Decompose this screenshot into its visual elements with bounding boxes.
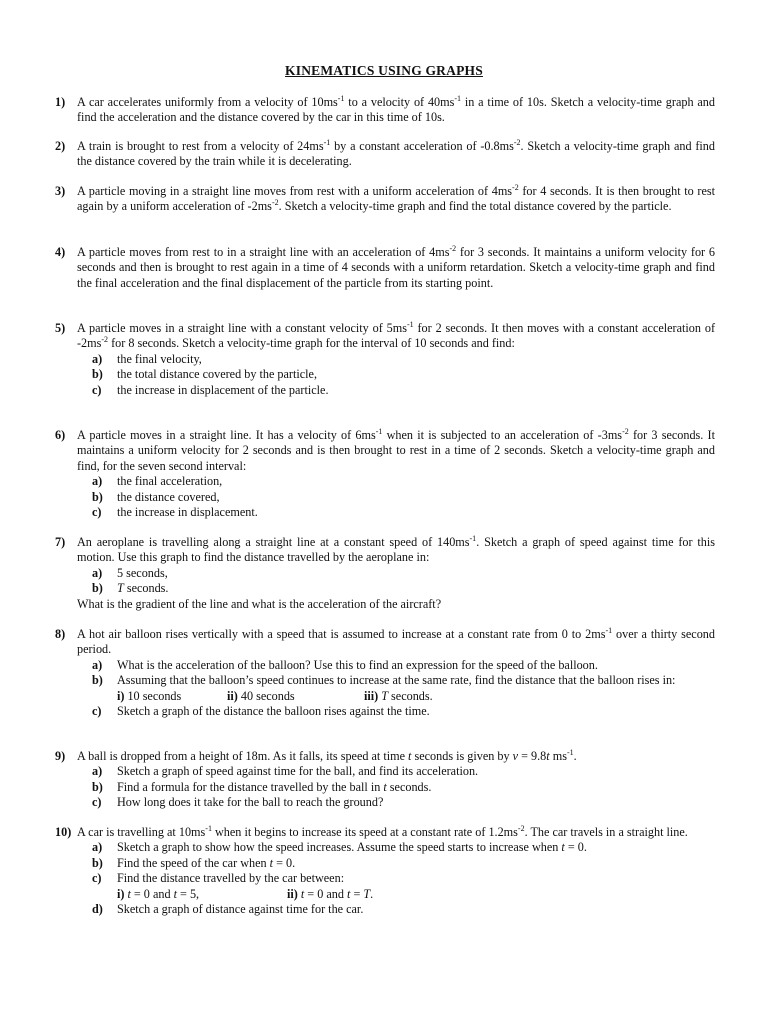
sub-part-label: b) bbox=[92, 855, 103, 870]
roman-label: ii) bbox=[287, 886, 298, 901]
sub-part-a bbox=[77, 658, 715, 673]
sub-part-text: Find the distance travelled by the car between: bbox=[117, 871, 345, 886]
sub-part-text: the increase in displacement of the particle. bbox=[117, 382, 329, 397]
roman-item bbox=[364, 689, 433, 704]
sub-part-text: the final velocity, bbox=[117, 351, 202, 366]
sub-part-label: a) bbox=[92, 351, 103, 366]
roman-text: 40 seconds bbox=[240, 688, 295, 703]
question-text: A particle moves from rest to in a straight line with an acceleration of $4ms^{-2}$ for 3 seconds. It maintains a uniform velocity for 6 seconds and then is brought to rest again in a time of 4 seconds with a uniform retardation. Sketch a velocity-time graph and find the final acceleration and the final displacement of the particle from its starting point. bbox=[77, 244, 715, 290]
sub-part-label: b) bbox=[92, 489, 103, 504]
question-number: 2) bbox=[55, 139, 66, 153]
sub-part-label: c) bbox=[92, 382, 102, 397]
question-followup: What is the gradient of the line and what is the acceleration of the aircraft? bbox=[77, 596, 442, 611]
question-text: A particle moving in a straight line moves from rest with a uniform acceleration of $4ms^{-2}$ for 4 seconds. It is then brought to rest again by a uniform acceleration of $-2ms^{-2}$. Sketch a velocity-time graph and find the total distance covered by the particle. bbox=[77, 183, 715, 214]
roman-item bbox=[287, 887, 373, 902]
sub-part-label: a) bbox=[92, 840, 103, 855]
sub-part-text: Find the speed of the car when t = 0. bbox=[117, 855, 296, 870]
sub-part-label: b) bbox=[92, 779, 103, 794]
question-1 bbox=[55, 95, 715, 126]
question-number: 6) bbox=[55, 428, 66, 442]
question-number: 3) bbox=[55, 184, 66, 198]
question-8 bbox=[55, 627, 715, 719]
question-7 bbox=[55, 535, 715, 612]
sub-part-label: c) bbox=[92, 795, 102, 810]
sub-part-d bbox=[77, 902, 715, 917]
roman-parts bbox=[77, 887, 715, 902]
sub-part-text: the distance covered, bbox=[117, 489, 220, 504]
roman-item bbox=[227, 689, 364, 704]
question-text: A car is travelling at $10ms^{-1}$ when it begins to increase its speed at a constant rate of $1.2ms^{-2}$. The car travels in a straight line. bbox=[77, 824, 688, 839]
question-text: A train is brought to rest from a velocity of $24ms^{-1}$ by a constant acceleration of $-0.8ms^{-2}$. Sketch a velocity-time graph and find the distance covered by the train while it is decelerating. bbox=[77, 138, 715, 169]
sub-part-label: a) bbox=[92, 474, 103, 489]
sub-part-text: the final acceleration, bbox=[117, 474, 223, 489]
roman-label: i) bbox=[117, 886, 125, 901]
sub-part-text: Sketch a graph to show how the speed increases. Assume the speed starts to increase when t = 0. bbox=[117, 840, 587, 855]
sub-part-c bbox=[77, 871, 715, 886]
sub-part-a bbox=[77, 474, 715, 489]
sub-part-text: 5 seconds, bbox=[117, 565, 168, 580]
roman-text: t = 0 and t = T. bbox=[300, 886, 374, 901]
question-9 bbox=[55, 749, 715, 811]
sub-part-c bbox=[77, 795, 715, 810]
sub-part-b bbox=[77, 490, 715, 505]
sub-part-label: c) bbox=[92, 871, 102, 886]
sub-part-text: What is the acceleration of the balloon? Use this to find an expression for the speed of the balloon. bbox=[117, 657, 598, 672]
sub-part-a bbox=[77, 764, 715, 779]
sub-part-text: the total distance covered by the particle, bbox=[117, 367, 317, 382]
sub-part-text: Find a formula for the distance travelled by the ball in t seconds. bbox=[117, 779, 432, 794]
sub-part-label: a) bbox=[92, 657, 103, 672]
sub-part-label: b) bbox=[92, 581, 103, 596]
roman-label: iii) bbox=[364, 688, 379, 703]
question-5 bbox=[55, 321, 715, 398]
roman-item bbox=[117, 689, 227, 704]
sub-part-c bbox=[77, 383, 715, 398]
sub-part-c bbox=[77, 704, 715, 719]
question-number: 8) bbox=[55, 627, 66, 641]
sub-part-a bbox=[77, 840, 715, 855]
sub-part-a bbox=[77, 352, 715, 367]
roman-text: T seconds. bbox=[381, 688, 433, 703]
roman-text: t = 0 and t = 5, bbox=[127, 886, 200, 901]
roman-parts bbox=[77, 689, 715, 704]
sub-part-label: d) bbox=[92, 902, 103, 917]
sub-part-a bbox=[77, 566, 715, 581]
sub-part-b bbox=[77, 367, 715, 382]
sub-part-text: T seconds. bbox=[117, 581, 169, 596]
sub-part-label: a) bbox=[92, 764, 103, 779]
question-number: 10) bbox=[55, 825, 72, 839]
question-2 bbox=[55, 139, 715, 170]
question-10 bbox=[55, 825, 715, 917]
question-text: A particle moves in a straight line. It has a velocity of $6ms^{-1}$ when it is subjected to an acceleration of $-3ms^{-2}$ for 3 seconds. It maintains a uniform velocity for 2 seconds and is then brought to rest in a time of 2 seconds. Sketch a velocity-time graph and find, for the seven second interval: bbox=[77, 427, 715, 473]
sub-part-text: the increase in displacement. bbox=[117, 505, 258, 520]
sub-part-b bbox=[77, 780, 715, 795]
sub-part-text: Sketch a graph of the distance the balloon rises against the time. bbox=[117, 704, 430, 719]
roman-text: 10 seconds bbox=[127, 688, 182, 703]
question-number: 4) bbox=[55, 245, 66, 259]
question-6 bbox=[55, 428, 715, 520]
sub-part-label: c) bbox=[92, 505, 102, 520]
sub-part-label: a) bbox=[92, 565, 103, 580]
page-title: KINEMATICS USING GRAPHS bbox=[285, 63, 483, 78]
roman-label: i) bbox=[117, 688, 125, 703]
sub-part-text: Sketch a graph of distance against time for the car. bbox=[117, 902, 364, 917]
sub-part-c bbox=[77, 505, 715, 520]
question-number: 7) bbox=[55, 535, 66, 549]
question-text: An aeroplane is travelling along a straight line at a constant speed of $140ms^{-1}$. Sketch a graph of speed against time for this motion. Use this graph to find the distance travelled by the aeroplane in: bbox=[77, 534, 715, 565]
sub-part-label: b) bbox=[92, 673, 103, 688]
question-text: A ball is dropped from a height of 18m. As it falls, its speed at time t seconds is given by v = 9.8t $ms^{-1}$. bbox=[77, 748, 577, 763]
question-4 bbox=[55, 245, 715, 291]
sub-part-label: c) bbox=[92, 704, 102, 719]
sub-part-b bbox=[77, 673, 715, 688]
question-number: 9) bbox=[55, 749, 66, 763]
sub-part-text: Sketch a graph of speed against time for the ball, and find its acceleration. bbox=[117, 764, 479, 779]
question-number: 5) bbox=[55, 321, 66, 335]
roman-label: ii) bbox=[227, 688, 238, 703]
sub-part-text: Assuming that the balloon’s speed continues to increase at the same rate, find the distance that the balloon rises in: bbox=[117, 673, 676, 688]
sub-part-label: b) bbox=[92, 367, 103, 382]
question-3 bbox=[55, 184, 715, 215]
sub-part-text: How long does it take for the ball to reach the ground? bbox=[117, 795, 384, 810]
question-text: A car accelerates uniformly from a velocity of $10ms^{-1}$ to a velocity of $40ms^{-1}$ in a time of 10s. Sketch a velocity-time graph and find the acceleration and the distance covered by the car in this time of 10s. bbox=[77, 94, 715, 125]
sub-part-b bbox=[77, 856, 715, 871]
roman-item bbox=[117, 887, 287, 902]
question-text: A hot air balloon rises vertically with a speed that is assumed to increase at a constant rate from 0 to $2ms^{-1}$ over a thirty second period. bbox=[77, 626, 715, 657]
question-text: A particle moves in a straight line with a constant velocity of $5ms^{-1}$ for 2 seconds. It then moves with a constant acceleration of $-2ms^{-2}$ for 8 seconds. Sketch a velocity-time graph for the interval of 10 seconds and find: bbox=[77, 320, 715, 351]
sub-part-b bbox=[77, 581, 715, 596]
question-number: 1) bbox=[55, 95, 66, 109]
